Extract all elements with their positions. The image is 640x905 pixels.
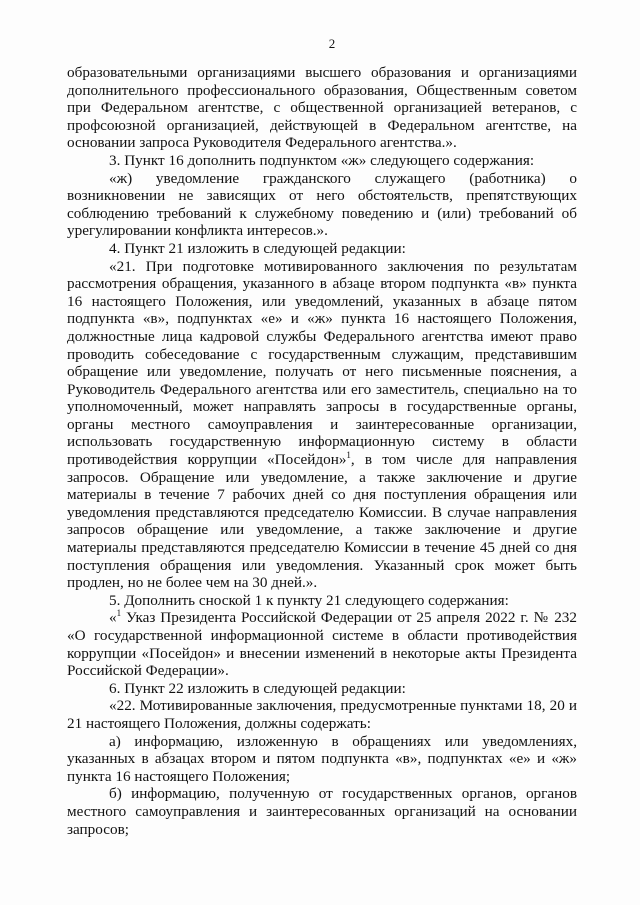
footnote-open-quote: « [109, 609, 117, 627]
paragraph-item-3: 3. Пункт 16 дополнить подпунктом «ж» следующего содержания: [109, 151, 535, 169]
document-body [67, 64, 577, 838]
paragraph-item-6: 6. Пункт 22 изложить в следующей редакции: [109, 679, 406, 697]
footnote-marker: 1 [346, 450, 351, 461]
paragraph-continuation: образовательными организациями высшего образования и организациями дополнительного профессионального образования, Общественным советом при Федеральном агентстве, с общественной организацией ветеранов, с профсоюзной организацией, действующей в Федеральном агентстве, на основании запроса Руководителя Федерального агентства.». [67, 64, 577, 152]
paragraph-item-4: 4. Пункт 21 изложить в следующей редакции: [109, 239, 406, 257]
paragraph-item-4-text-part2: , в том числе для направления запросов. Обращение или уведомление, а также заключение и другие материалы в течение 7 рабочих дней со дня поступления обращения или уведомления представляются председателю Комиссии. В случае направления запросов обращение или уведомление, а также заключение и другие материалы представляются председателю Комиссии в течение 45 дней со дня поступления обращения или уведомления. Указанный срок может быть продлен, но не более чем на 30 дней.». [67, 451, 577, 592]
paragraph-item-5: 5. Дополнить сноской 1 к пункту 21 следующего содержания: [109, 591, 509, 609]
footnote-text: Указ Президента Российской Федерации от 25 апреля 2022 г. № 232 «О государственной информационной системе в области противодействия коррупции «Посейдон» и внесении изменений в некоторые акты Президента Российской Федерации». [67, 609, 577, 680]
paragraph-item-4-text [67, 258, 577, 592]
paragraph-item-6-sub-a: а) информацию, изложенную в обращениях или уведомлениях, указанных в абзацах втором и пятом подпункта «в», подпунктах «е» и «ж» пункта 16 настоящего Положения; [67, 732, 577, 785]
paragraph-item-3-text: «ж) уведомление гражданского служащего (работника) о возникновении не зависящих от него обстоятельств, препятствующих соблюдению требований к служебному поведению и (или) требований об урегулировании конфликта интересов.». [67, 169, 577, 240]
paragraph-item-6-sub-b: б) информацию, полученную от государственных органов, органов местного самоуправления и заинтересованных организаций на основании запросов; [67, 785, 577, 838]
paragraph-item-6-text: «22. Мотивированные заключения, предусмотренные пунктами 18, 20 и 21 настоящего Положения, должны содержать: [67, 697, 577, 732]
footnote-number: 1 [116, 608, 122, 619]
page-number: 2 [328, 36, 336, 51]
paragraph-item-5-text [67, 609, 577, 679]
paragraph-item-4-text-part1: «21. При подготовке мотивированного заключения по результатам рассмотрения обращения, указанного в абзаце втором подпункта «в» пункта 16 настоящего Положения, или уведомлений, указанных в абзаце пятом подпункта «в», подпунктах «е» и «ж» пункта 16 настоящего Положения, должностные лица кадровой службы Федерального агентства имеют право проводить собеседование с государственным служащим, представившим обращение или уведомление, получать от него письменные пояснения, а Руководитель Федерального агентства или его заместитель, специально на то уполномоченный, может направлять запросы в государственные органы, органы местного самоуправления и заинтересованные организации, использовать государственную информационную систему в области противодействия коррупции «Посейдон» [67, 257, 577, 469]
